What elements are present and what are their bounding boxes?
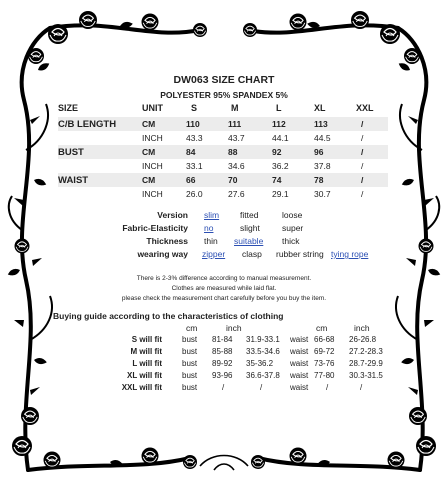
guide-waist-cm: / [326,383,329,392]
cell-xl: 113 [314,119,328,129]
row-label: C/B LENGTH [58,119,117,130]
attribute-option: loose [282,210,303,220]
guide-bust-inch: 36.6-37.8 [246,371,280,380]
cell-l: 36.2 [272,161,289,171]
guide-waist-inch: 27.2-28.3 [349,347,383,356]
cell-s: 26.0 [186,189,203,199]
cell-m: 70 [228,175,238,185]
attribute-option: thin [204,236,218,246]
cell-m: 43.7 [228,133,245,143]
guide-waist-label: waist [290,371,309,380]
guide-size: M will fit [130,347,162,356]
guide-bust-cm: 93-96 [212,371,233,380]
note-laid-flat: Clothes are measured while laid flat. [171,285,277,292]
row-unit: CM [142,119,156,129]
guide-waist-inch: 26-26.8 [349,335,377,344]
guide-waist-cm: 69-72 [314,347,335,356]
attribute-option: thick [282,236,300,246]
guide-header-bust-inch: inch [226,323,242,333]
header-unit: UNIT [142,103,163,113]
guide-size: L will fit [132,359,162,368]
guide-waist-cm: 73-76 [314,359,335,368]
cell-l: 92 [272,147,282,157]
cell-xxl: / [361,119,364,129]
cell-s: 43.3 [186,133,203,143]
guide-size: XXL will fit [121,383,162,392]
cell-s: 110 [186,119,200,129]
attribute-option: slight [240,223,260,233]
guide-waist-inch: 28.7-29.9 [349,359,383,368]
guide-waist-inch: 30.3-31.5 [349,371,383,380]
guide-waist-label: waist [290,359,309,368]
cell-xxl: / [361,161,364,171]
attribute-thickness [58,236,378,248]
guide-size: XL will fit [127,371,162,380]
guide-bust-cm: 85-88 [212,347,233,356]
table-row [58,131,388,145]
row-unit: INCH [142,133,163,143]
guide-bust-label: bust [182,347,198,356]
chart-title: DW063 SIZE CHART [173,74,275,86]
buying-guide-title: Buying guide according to the characteristics of clothing [53,311,284,321]
size-table-header [58,103,388,117]
table-row [58,117,388,131]
guide-bust-cm: / [222,383,225,392]
cell-m: 34.6 [228,161,245,171]
row-unit: INCH [142,161,163,171]
cell-xl: 44.5 [314,133,331,143]
cell-xxl: / [361,147,364,157]
guide-bust-inch: 35-36.2 [246,359,274,368]
guide-waist-label: waist [290,335,309,344]
table-row [58,173,388,187]
guide-bust-label: bust [182,383,198,392]
attribute-label: Fabric-Elasticity [122,223,188,233]
attribute-option: suitable [234,236,264,246]
header-size: SIZE [58,103,79,113]
guide-size: S will fit [131,335,162,344]
attribute-option: fitted [240,210,259,220]
guide-bust-label: bust [182,359,198,368]
cell-xl: 78 [314,175,324,185]
guide-bust-inch: 33.5-34.6 [246,347,280,356]
attribute-option: clasp [242,249,262,259]
material-composition: POLYESTER 95% SPANDEX 5% [160,90,288,100]
cell-xl: 96 [314,147,324,157]
table-row [58,187,388,201]
cell-s: 66 [186,175,196,185]
header-m: M [231,103,239,113]
row-label: WAIST [58,175,89,186]
header-l: L [276,103,282,113]
guide-bust-inch: 31.9-33.1 [246,335,280,344]
cell-s: 84 [186,147,196,157]
header-xxl: XXL [356,103,374,113]
guide-waist-label: waist [290,347,309,356]
guide-header-bust-cm: cm [186,323,198,333]
guide-bust-label: bust [182,335,198,344]
cell-m: 88 [228,147,238,157]
attribute-label: Thickness [146,236,188,246]
attribute-option: no [204,223,214,233]
attribute-option: zipper [202,249,226,259]
attribute-fabric-elasticity [58,223,378,235]
header-s: S [191,103,198,113]
attribute-label: wearing way [137,249,188,259]
table-row [58,145,388,159]
cell-l: 29.1 [272,189,289,199]
attribute-label: Version [157,210,188,220]
table-row [58,159,388,173]
attribute-option: rubber string [276,249,324,259]
guide-bust-inch: / [260,383,263,392]
cell-xxl: / [361,175,364,185]
cell-m: 27.6 [228,189,245,199]
cell-xxl: / [361,133,364,143]
cell-m: 111 [228,119,242,129]
attribute-option: tying rope [331,249,369,259]
guide-waist-label: waist [290,383,309,392]
guide-row [60,383,400,396]
note-check-chart: please check the measurement chart carefully before you buy the item. [121,295,327,302]
attribute-version [58,210,378,222]
attribute-wearing-way [58,249,378,261]
cell-l: 44.1 [272,133,289,143]
guide-header-waist-inch: inch [354,323,370,333]
attribute-option: super [282,223,304,233]
cell-l: 74 [272,175,282,185]
cell-xl: 37.8 [314,161,331,171]
guide-waist-inch: / [360,383,363,392]
guide-bust-label: bust [182,371,198,380]
guide-waist-cm: 77-80 [314,371,335,380]
cell-xl: 30.7 [314,189,331,199]
guide-waist-cm: 66-68 [314,335,335,344]
row-unit: CM [142,175,156,185]
cell-s: 33.1 [186,161,203,171]
attribute-option: slim [204,210,220,220]
guide-bust-cm: 89-92 [212,359,233,368]
guide-header-waist-cm: cm [316,323,328,333]
cell-l: 112 [272,119,286,129]
row-unit: CM [142,147,156,157]
note-difference: There is 2-3% difference according to manual measurement. [136,275,312,282]
cell-xxl: / [361,189,364,199]
guide-bust-cm: 81-84 [212,335,233,344]
row-label: BUST [58,147,84,158]
row-unit: INCH [142,189,163,199]
header-xl: XL [314,103,326,113]
